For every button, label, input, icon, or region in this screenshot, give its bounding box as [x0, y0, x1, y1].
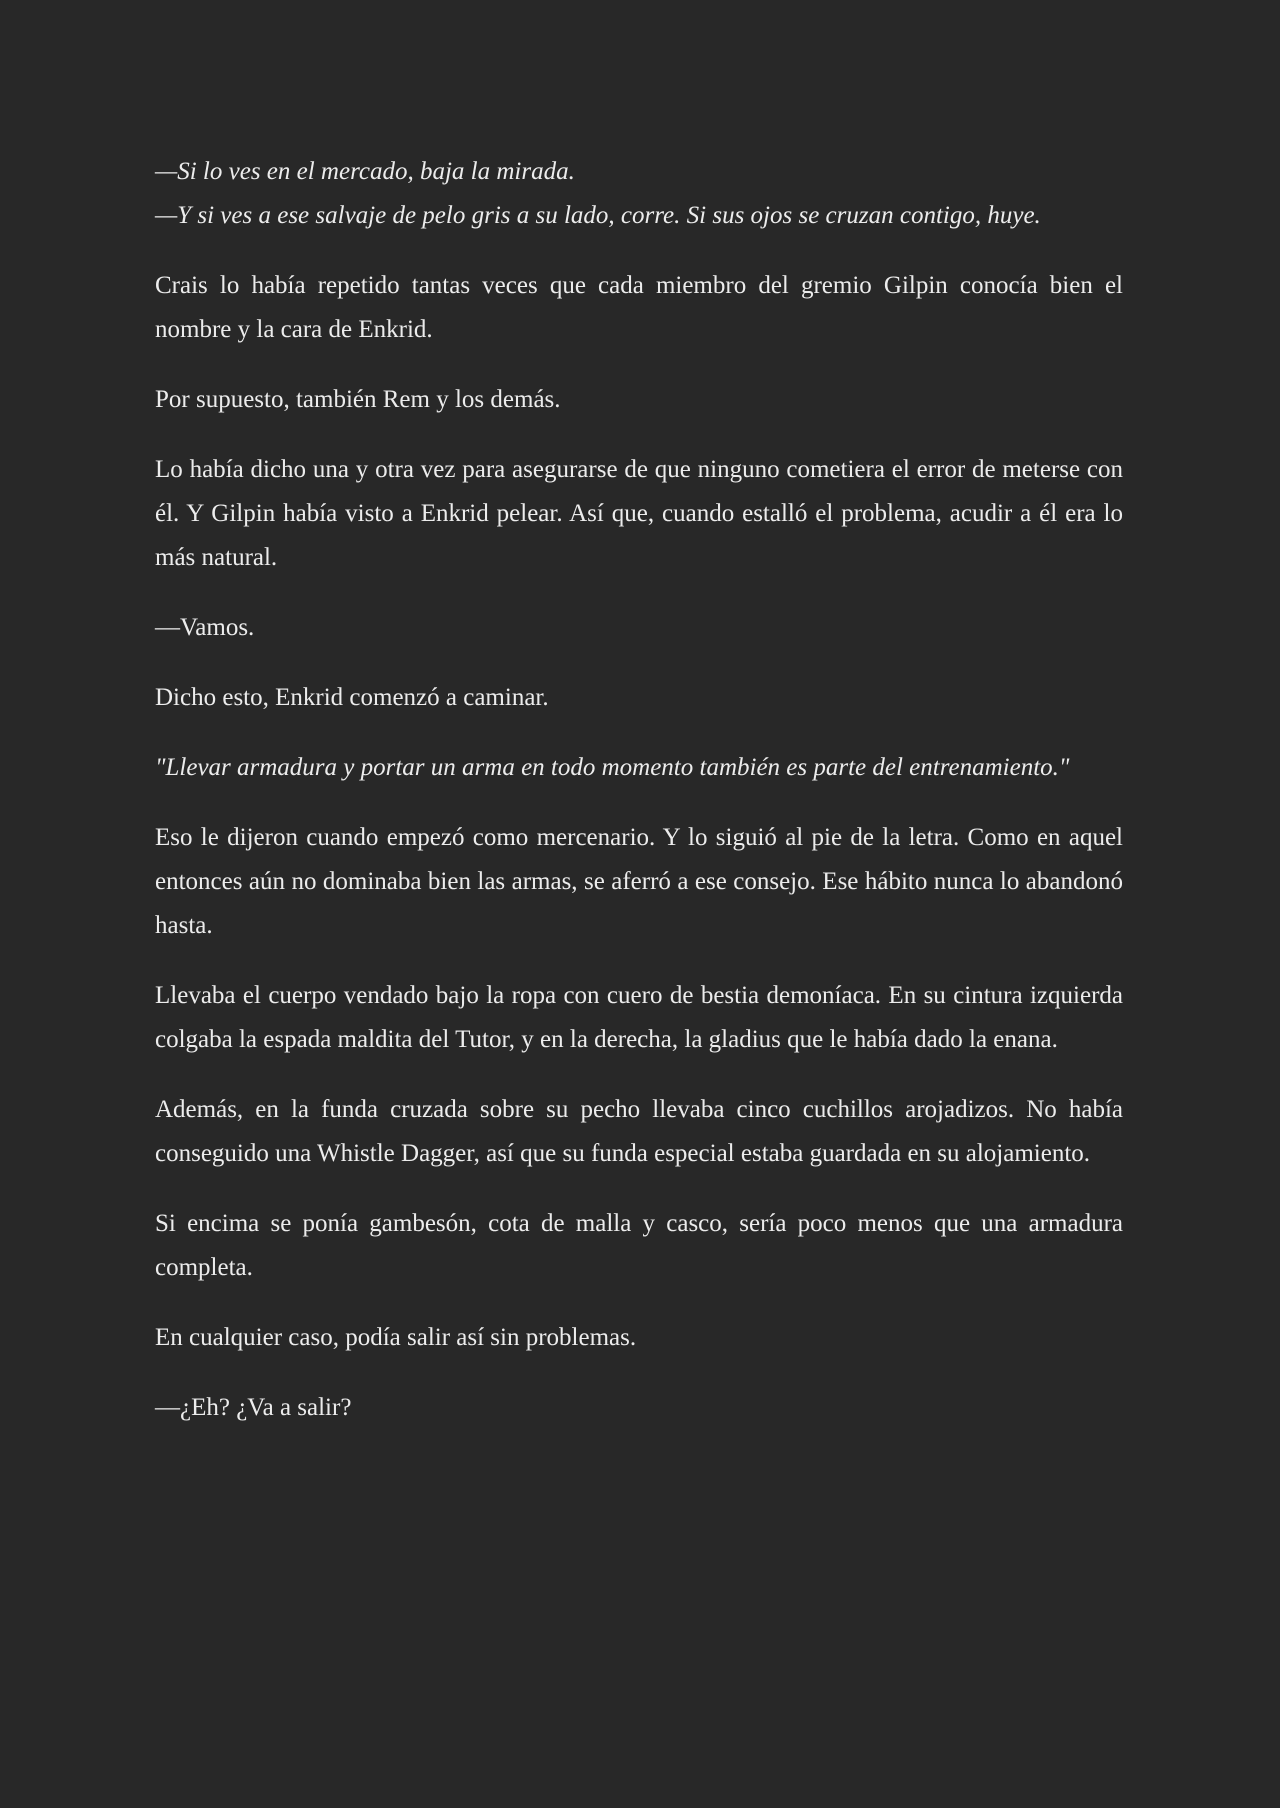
- reader-page: [155, 150, 1123, 1456]
- paragraph-12: Si encima se ponía gambesón, cota de malla y casco, sería poco menos que una armadura completa.: [155, 1210, 1123, 1281]
- paragraph-13: En cualquier caso, podía salir así sin problemas.: [155, 1324, 637, 1351]
- paragraph-4: Por supuesto, también Rem y los demás.: [155, 386, 561, 413]
- paragraph-6: —Vamos.: [155, 614, 255, 641]
- paragraph-7: Dicho esto, Enkrid comenzó a caminar.: [155, 684, 549, 711]
- paragraph-3: Crais lo había repetido tantas veces que cada miembro del gremio Gilpin conocía bien el nombre y la cara de Enkrid.: [155, 272, 1123, 343]
- paragraph-11: Además, en la funda cruzada sobre su pecho llevaba cinco cuchillos arojadizos. No había conseguido una Whistle Dagger, así que su funda especial estaba guardada en su alojamiento.: [155, 1096, 1123, 1167]
- paragraph-9: Eso le dijeron cuando empezó como mercenario. Y lo siguió al pie de la letra. Como en aquel entonces aún no dominaba bien las armas, se aferró a ese consejo. Ese hábito nunca lo abandonó hasta.: [155, 824, 1123, 939]
- paragraph-14: —¿Eh? ¿Va a salir?: [155, 1394, 352, 1421]
- paragraph-10: Llevaba el cuerpo vendado bajo la ropa con cuero de bestia demoníaca. En su cintura izquierda colgaba la espada maldita del Tutor, y en la derecha, la gladius que le había dado la enana.: [155, 982, 1123, 1053]
- paragraph-8: "Llevar armadura y portar un arma en todo momento también es parte del entrenamiento.": [155, 754, 1070, 781]
- paragraph-2: —Y si ves a ese salvaje de pelo gris a su lado, corre. Si sus ojos se cruzan contigo, huye.: [155, 202, 1041, 229]
- paragraph-1: —Si lo ves en el mercado, baja la mirada.: [155, 158, 575, 185]
- paragraph-5: Lo había dicho una y otra vez para asegurarse de que ninguno cometiera el error de meterse con él. Y Gilpin había visto a Enkrid pelear. Así que, cuando estalló el problema, acudir a él era lo más natural.: [155, 456, 1123, 571]
